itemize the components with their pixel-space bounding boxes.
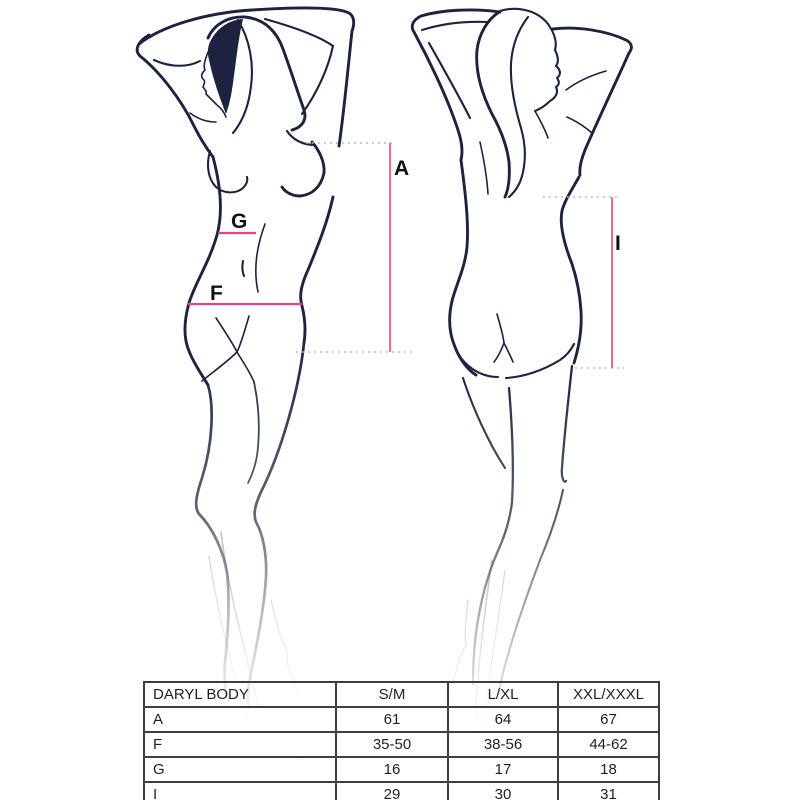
value-cell: 64 <box>448 707 558 732</box>
value-cell: 61 <box>336 707 448 732</box>
size-table-header-row <box>144 682 659 707</box>
value-cell: 17 <box>448 757 558 782</box>
table-row-i <box>144 782 659 800</box>
value-cell: 31 <box>558 782 659 800</box>
value-cell: 67 <box>558 707 659 732</box>
column-header-xxl: XXL/XXXL <box>558 682 659 707</box>
column-header-lxl: L/XL <box>448 682 558 707</box>
table-row-a <box>144 707 659 732</box>
measurement-label-a: A <box>394 157 410 180</box>
product-name-cell: DARYL BODY <box>144 682 336 707</box>
value-cell: 35-50 <box>336 732 448 757</box>
size-table <box>143 681 660 800</box>
value-cell: 18 <box>558 757 659 782</box>
back-figure-drawing <box>412 9 631 754</box>
measurement-label-g: G <box>231 210 248 233</box>
measurement-label-i: I <box>615 232 621 255</box>
row-label: I <box>144 782 336 800</box>
column-header-sm: S/M <box>336 682 448 707</box>
value-cell: 30 <box>448 782 558 800</box>
value-cell: 44-62 <box>558 732 659 757</box>
table-row-f <box>144 732 659 757</box>
row-label: A <box>144 707 336 732</box>
value-cell: 29 <box>336 782 448 800</box>
table-row-g <box>144 757 659 782</box>
row-label: F <box>144 732 336 757</box>
measurement-label-f: F <box>210 282 223 305</box>
row-label: G <box>144 757 336 782</box>
front-figure-drawing <box>137 8 354 764</box>
value-cell: 38-56 <box>448 732 558 757</box>
value-cell: 16 <box>336 757 448 782</box>
